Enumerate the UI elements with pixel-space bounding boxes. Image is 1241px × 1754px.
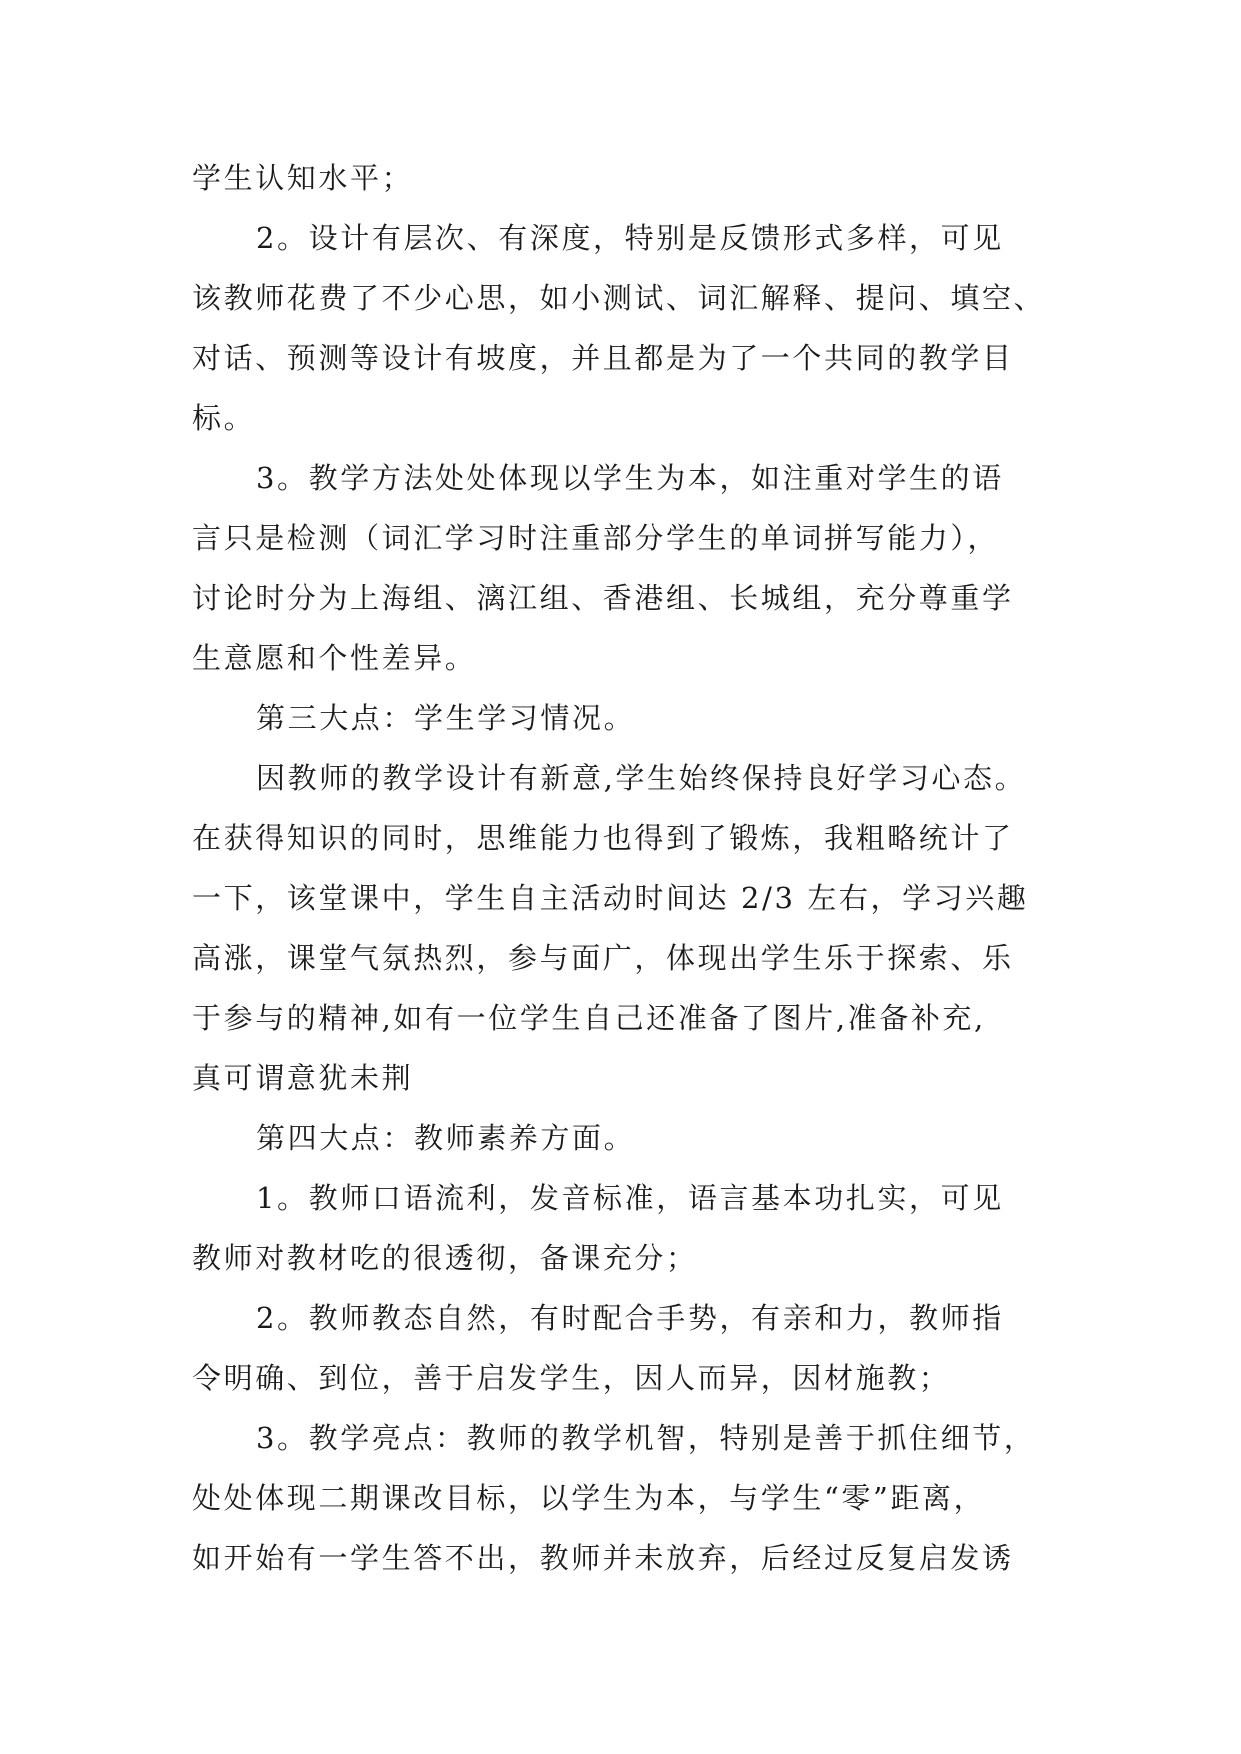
text-line: 言只是检测（词汇学习时注重部分学生的单词拼写能力）， xyxy=(192,521,1000,555)
text-line: 学生认知水平； xyxy=(192,161,414,195)
text-line: 讨论时分为上海组、漓江组、香港组、长城组，充分尊重学 xyxy=(192,581,1014,615)
text-line: 令明确、到位，善于启发学生，因人而异，因材施教； xyxy=(192,1361,951,1395)
text-line: 生意愿和个性差异。 xyxy=(192,641,477,675)
text-line: 在获得知识的同时，思维能力也得到了锻炼，我粗略统计了 xyxy=(192,821,1014,855)
text-line: 2。教师教态自然，有时配合手势，有亲和力，教师指 xyxy=(256,1301,1004,1335)
text-line: 3。教学亮点：教师的教学机智，特别是善于抓住细节， xyxy=(256,1421,1036,1455)
text-line: 处处体现二期课改目标，以学生为本，与学生“零”距离， xyxy=(192,1481,986,1515)
text-line: 标。 xyxy=(192,401,256,435)
text-line: 教师对教材吃的很透彻，备课充分； xyxy=(192,1241,698,1275)
text-line: 1。教师口语流利，发音标准，语言基本功扎实，可见 xyxy=(256,1181,1004,1215)
text-line: 2。设计有层次、有深度，特别是反馈形式多样，可见 xyxy=(256,221,1004,255)
text-line: 该教师花费了不少心思，如小测试、词汇解释、提问、填空、 xyxy=(192,281,1046,315)
text-line: 对话、预测等设计有坡度，并且都是为了一个共同的教学目 xyxy=(192,341,1014,375)
text-line: 真可谓意犹未荆 xyxy=(192,1061,414,1095)
section-heading: 第四大点：教师素养方面。 xyxy=(256,1121,636,1155)
text-line: 高涨，课堂气氛热烈，参与面广，体现出学生乐于探索、乐 xyxy=(192,941,1014,975)
text-line: 因教师的教学设计有新意,学生始终保持良好学习心态。 xyxy=(256,761,1027,795)
text-line: 于参与的精神,如有一位学生自己还准备了图片,准备补充, xyxy=(192,1001,986,1035)
text-line: 一下，该堂课中，学生自主活动时间达 2/3 左右，学习兴趣 xyxy=(192,881,1029,915)
text-line: 如开始有一学生答不出，教师并未放弃，后经过反复启发诱 xyxy=(192,1541,1014,1575)
section-heading: 第三大点：学生学习情况。 xyxy=(256,701,636,735)
text-line: 3。教学方法处处体现以学生为本，如注重对学生的语 xyxy=(256,461,1004,495)
